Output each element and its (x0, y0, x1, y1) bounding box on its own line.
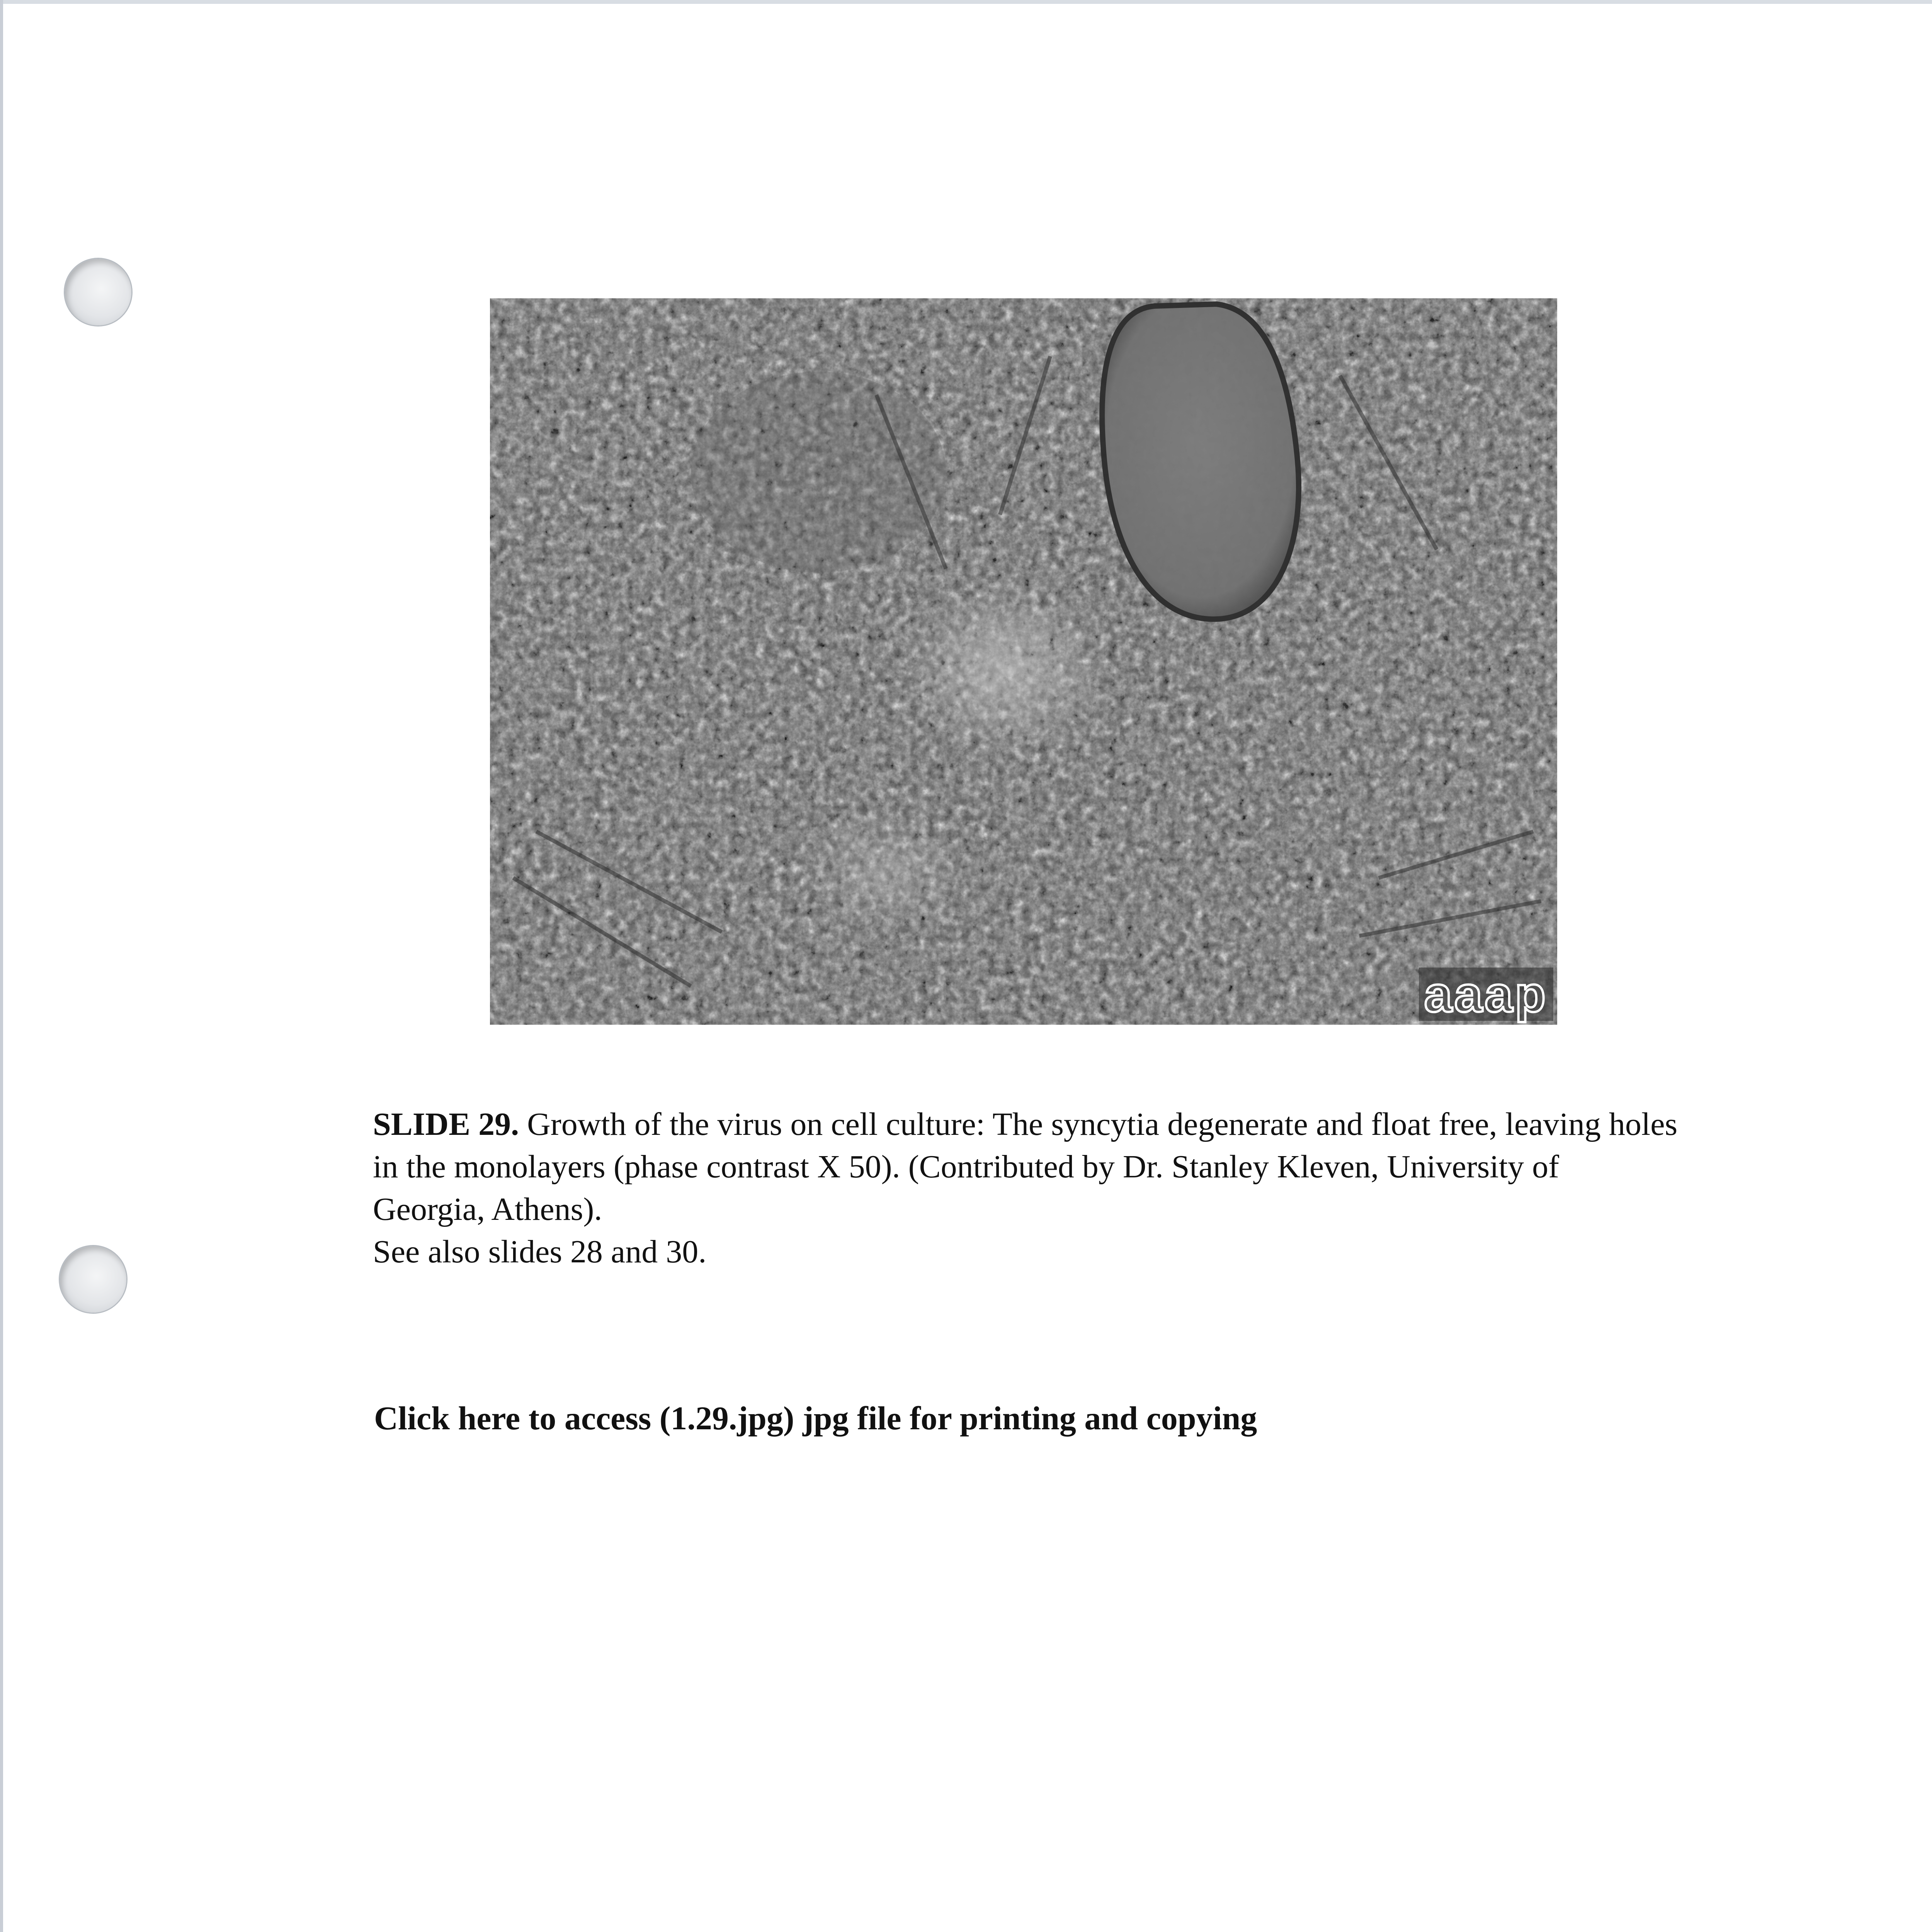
binder-hole-top (65, 259, 131, 325)
slide-label: SLIDE 29. (373, 1106, 519, 1142)
micrograph-image (490, 298, 1557, 1025)
slide-caption (373, 1103, 1679, 1273)
binder-hole-middle (60, 1246, 126, 1313)
jpg-file-link[interactable]: Click here to access (1.29.jpg) jpg file for printing and copying (374, 1400, 1257, 1437)
page-left-edge (0, 0, 3, 1932)
page-top-edge (0, 0, 1932, 4)
caption-body: Growth of the virus on cell culture: The syncytia degenerate and float free, leaving holes in the monolayers (phase contrast X 50). (Contributed by Dr. Stanley Kleven, University of Georgia, Athens). (373, 1106, 1678, 1227)
caption-paragraph (373, 1103, 1679, 1231)
see-also-text: See also slides 28 and 30. (373, 1234, 707, 1270)
watermark-logo: aaap (1419, 968, 1553, 1021)
micrograph-graphic (490, 298, 1557, 1025)
